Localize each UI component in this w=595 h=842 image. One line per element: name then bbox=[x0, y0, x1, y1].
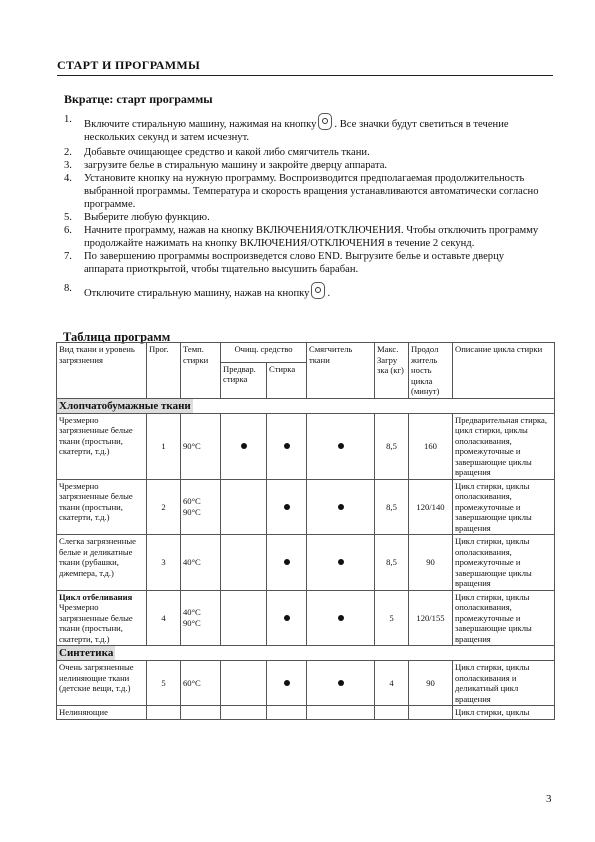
col-header-duration: Продол житель ность цикла (минут) bbox=[409, 343, 453, 399]
cell-softener bbox=[307, 661, 375, 706]
dot-marker-icon bbox=[284, 504, 290, 510]
cell-load: 5 bbox=[375, 590, 409, 646]
programs-table-body bbox=[57, 343, 555, 720]
cell-wash bbox=[267, 535, 307, 591]
col-header-detergent: Очищ. средство bbox=[221, 343, 307, 363]
cell-temp: 60°C 90°C bbox=[181, 479, 221, 535]
cell-fabric bbox=[57, 479, 147, 535]
cell-load bbox=[375, 706, 409, 720]
col-header-description: Описание цикла стирки bbox=[453, 343, 555, 399]
cell-fabric bbox=[57, 535, 147, 591]
table-row bbox=[57, 590, 555, 646]
cell-description: Цикл стирки, циклы ополаскивания, промежуточные и завершающие циклы вращения bbox=[453, 590, 555, 646]
cell-softener bbox=[307, 590, 375, 646]
cell-description: Предварительная стирка, цикл стирки, циклы ополаскивания, промежуточные и завершающие циклы вращения bbox=[453, 413, 555, 479]
step-2: 2. Добавьте очищающее средство и какой либо смягчитель ткани. bbox=[64, 147, 370, 158]
cell-prewash bbox=[221, 661, 267, 706]
section-heading: Синтетика bbox=[59, 647, 114, 659]
cell-wash bbox=[267, 706, 307, 720]
cell-fabric-bold: Цикл отбеливания bbox=[59, 591, 133, 602]
cell-duration: 120/140 bbox=[409, 479, 453, 535]
table-section-row bbox=[57, 398, 555, 413]
step-8: 8. Отключите стиральную машину, нажав на кнопку . bbox=[64, 283, 331, 299]
dot-marker-icon bbox=[284, 443, 290, 449]
cell-wash bbox=[267, 590, 307, 646]
cell-temp: 40°C bbox=[181, 535, 221, 591]
section-subtitle: Вкратце: старт программы bbox=[64, 92, 213, 106]
col-header-wash: Стирка bbox=[267, 362, 307, 398]
cell-wash bbox=[267, 479, 307, 535]
header-rule bbox=[57, 75, 553, 76]
col-header-temp: Темп. стирки bbox=[181, 343, 221, 399]
cell-softener bbox=[307, 479, 375, 535]
table-row bbox=[57, 661, 555, 706]
dot-marker-icon bbox=[338, 559, 344, 565]
table-row bbox=[57, 479, 555, 535]
cell-load: 8,5 bbox=[375, 535, 409, 591]
cell-fabric-text: Слегка загрязненные белые и деликатные ткани (рубашки, джемпера, т.д.) bbox=[59, 536, 136, 578]
programs-table bbox=[56, 342, 555, 720]
cell-load: 8,5 bbox=[375, 413, 409, 479]
cell-softener bbox=[307, 706, 375, 720]
table-section-row bbox=[57, 646, 555, 661]
cell-softener bbox=[307, 413, 375, 479]
table-row bbox=[57, 413, 555, 479]
cell-duration: 90 bbox=[409, 661, 453, 706]
cell-fabric-text: Очень загрязненные нелиняющие ткани (детские вещи, т.д.) bbox=[59, 662, 134, 693]
cell-prewash bbox=[221, 590, 267, 646]
cell-temp: 40°C 90°C bbox=[181, 590, 221, 646]
cell-prewash bbox=[221, 706, 267, 720]
cell-fabric bbox=[57, 413, 147, 479]
cell-fabric bbox=[57, 661, 147, 706]
table-header-row bbox=[57, 343, 555, 363]
cell-duration bbox=[409, 706, 453, 720]
power-button-icon bbox=[318, 113, 332, 130]
cell-wash bbox=[267, 661, 307, 706]
cell-load: 4 bbox=[375, 661, 409, 706]
cell-prog: 4 bbox=[147, 590, 181, 646]
col-header-prewash: Предвар. стирка bbox=[221, 362, 267, 398]
cell-prog: 1 bbox=[147, 413, 181, 479]
cell-prog: 2 bbox=[147, 479, 181, 535]
cell-temp bbox=[181, 706, 221, 720]
cell-duration: 120/155 bbox=[409, 590, 453, 646]
step-4: 4. Установите кнопку на нужную программу. Воспроизводится предполагаемая продолжительность выбранной программы. Температура и скорость вращения устанавливаются автоматически согласно программе. bbox=[64, 173, 539, 210]
cell-fabric-text: Чрезмерно загрязненные белые ткани (простыни, скатерти, т.д.) bbox=[59, 480, 133, 522]
dot-marker-icon bbox=[284, 615, 290, 621]
page-number: 3 bbox=[546, 793, 552, 805]
dot-marker-icon bbox=[284, 559, 290, 565]
cell-description: Цикл стирки, циклы bbox=[453, 706, 555, 720]
cell-duration: 160 bbox=[409, 413, 453, 479]
step-3: 3. загрузите белье в стиральную машину и закройте дверцу аппарата. bbox=[64, 160, 388, 171]
col-header-load: Макс. Загру зка (кг) bbox=[375, 343, 409, 399]
dot-marker-icon bbox=[338, 504, 344, 510]
cell-prewash bbox=[221, 413, 267, 479]
cell-fabric bbox=[57, 706, 147, 720]
cell-prewash bbox=[221, 479, 267, 535]
table-title: Таблица программ bbox=[63, 330, 171, 344]
col-header-prog: Прог. bbox=[147, 343, 181, 399]
cell-description: Цикл стирки, циклы ополаскивания, промежуточные и завершающие циклы вращения bbox=[453, 535, 555, 591]
col-header-fabric: Вид ткани и уровень загрязнения bbox=[57, 343, 147, 399]
cell-load: 8,5 bbox=[375, 479, 409, 535]
cell-fabric bbox=[57, 590, 147, 646]
step-1: 1. Включите стиральную машину, нажимая на кнопку . Все значки будут светиться в течение нескольких секунд и затем исчезнут. bbox=[64, 114, 509, 143]
cell-prog: 5 bbox=[147, 661, 181, 706]
cell-prog: 3 bbox=[147, 535, 181, 591]
cell-fabric-text: Нелиняющие bbox=[59, 707, 108, 717]
step-6: 6. Начните программу, нажав на кнопку ВКЛЮЧЕНИЯ/ОТКЛЮЧЕНИЯ. Чтобы отключить программу продолжайте нажимать на кнопку ВКЛЮЧЕНИЯ/ОТКЛЮЧЕНИЯ в течение 2 секунд. bbox=[64, 225, 539, 249]
cell-wash bbox=[267, 413, 307, 479]
step-7: 7. По завершению программы воспроизведется слово END. Выгрузите белье и оставьте дверцу аппарата приоткрытой, чтобы тщательно высушить барабан. bbox=[64, 251, 505, 275]
table-row bbox=[57, 535, 555, 591]
dot-marker-icon bbox=[338, 443, 344, 449]
dot-marker-icon bbox=[338, 615, 344, 621]
cell-description: Цикл стирки, циклы ополаскивания и деликатный цикл вращения bbox=[453, 661, 555, 706]
cell-prewash bbox=[221, 535, 267, 591]
cell-temp: 90°C bbox=[181, 413, 221, 479]
page-header-title: СТАРТ И ПРОГРАММЫ bbox=[57, 58, 201, 72]
cell-temp: 60°C bbox=[181, 661, 221, 706]
steps-list bbox=[64, 113, 544, 300]
cell-softener bbox=[307, 535, 375, 591]
cell-description: Цикл стирки, циклы ополаскивания, промежуточные и завершающие циклы вращения bbox=[453, 479, 555, 535]
section-heading: Хлопчатобумажные ткани bbox=[59, 399, 191, 412]
dot-marker-icon bbox=[241, 443, 247, 449]
cell-prog bbox=[147, 706, 181, 720]
cell-fabric-text: Чрезмерно загрязненные белые ткани (простыни, скатерти, т.д.) bbox=[59, 602, 133, 644]
step-5: 5. Выберите любую функцию. bbox=[64, 212, 210, 223]
dot-marker-icon bbox=[338, 680, 344, 686]
col-header-softener: Смягчитель ткани bbox=[307, 343, 375, 399]
dot-marker-icon bbox=[284, 680, 290, 686]
cell-duration: 90 bbox=[409, 535, 453, 591]
table-row bbox=[57, 706, 555, 720]
power-button-icon bbox=[311, 282, 325, 299]
cell-fabric-text: Чрезмерно загрязненные белые ткани (простыни, скатерти, т.д.) bbox=[59, 414, 133, 456]
